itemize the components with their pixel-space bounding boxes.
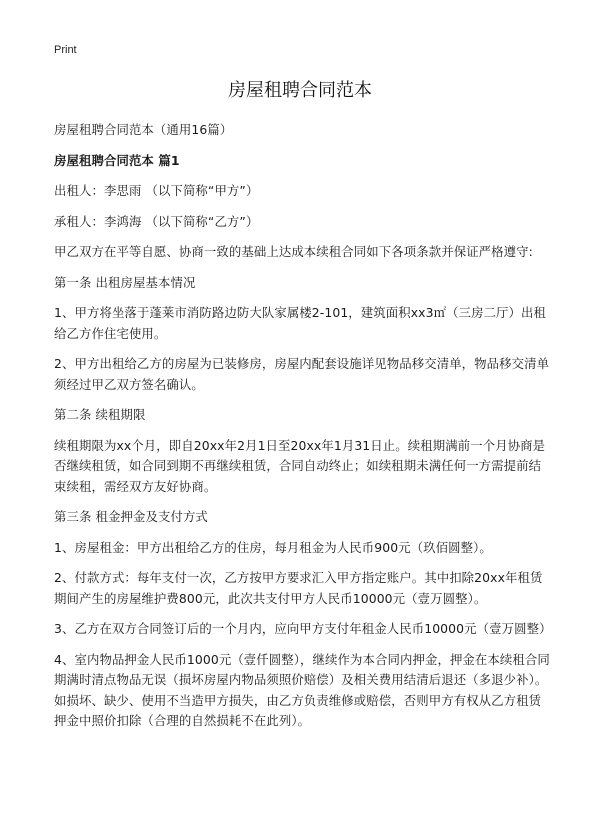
section-heading: 房屋租聘合同范本 篇1 — [54, 152, 180, 168]
lessor-line: 出租人：李思雨 （以下简称“甲方”） — [54, 183, 259, 198]
lessee-line: 承租人：李鸿海 （以下简称“乙方”） — [54, 213, 259, 229]
document-subtitle: 房屋租聘合同范本（通用16篇） — [54, 122, 233, 137]
article1-paragraph-1: 1、甲方将坐落于蓬莱市消防路边防大队家属楼2-101，建筑面积xx3㎡（三房二厅）出租给乙方作住宅使用。 — [54, 305, 547, 341]
article1-title: 第一条 出租房屋基本情况 — [54, 274, 196, 290]
article1-paragraph-2: 2、甲方出租给乙方的房屋为已装修房，房屋内配套设施详见物品移交清单，物品移交清单须经过甲乙双方签名确认。 — [54, 356, 550, 392]
document-title: 房屋租聘合同范本 — [228, 80, 372, 101]
article3-paragraph-1: 1、房屋租金：甲方出租给乙方的住房，每月租金为人民币900元（玖佰圆整）。 — [54, 539, 492, 555]
article3-paragraph-3: 3、乙方在双方合同签订后的一个月内，应向甲方支付年租金人民币10000元（壹万圆整） — [54, 621, 552, 636]
document-body — [54, 120, 550, 732]
print-link[interactable]: Print — [54, 44, 77, 56]
intro-paragraph: 甲乙双方在平等自愿、协商一致的基础上达成本续租合同如下各项条款并保证严格遵守: — [54, 244, 533, 259]
article3-title: 第三条 租金押金及支付方式 — [54, 509, 208, 524]
article3-paragraph-4: 4、室内物品押金人民币1000元（壹仟圆整），继续作为本合同内押金，押金在本续租合同期满时清点物品无误（损坏房屋内物品须照价赔偿）及相关费用结清后退还（多退少补）。如损坏、缺少、使用不当造甲方损失，由乙方负责维修或赔偿，否则甲方有权从乙方租赁押金中照价扣除（合理的自然损耗不在此列）。 — [54, 651, 550, 728]
article2-paragraph-1: 续租期限为xx个月，即自20xx年2月1日至20xx年1月31日止。续租期满前一个月协商是否继续租赁，如合同到期不再继续租赁，合同自动终止；如续租期未满任何一方需提前结束续租，需经双方友好协商。 — [54, 437, 546, 494]
article2-title: 第二条 续租期限 — [54, 407, 146, 422]
article3-paragraph-2: 2、付款方式：每年支付一次，乙方按甲方要求汇入甲方指定账户。其中扣除20xx年租赁期间产生的房屋维护费800元，此次共支付甲方人民币10000元（壹万圆整）。 — [54, 570, 543, 606]
